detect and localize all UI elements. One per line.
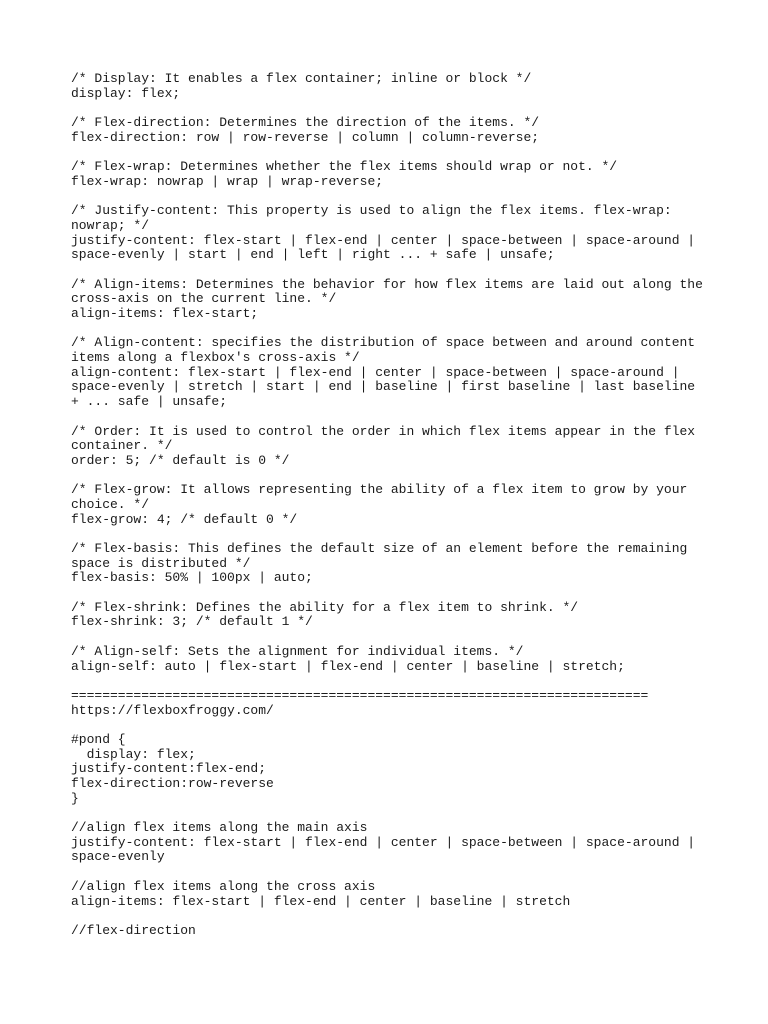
text-line: /* Flex-basis: This defines the default size of an element before the remaining bbox=[71, 541, 688, 556]
text-line: display: flex; bbox=[71, 746, 196, 762]
text-line: display: flex; bbox=[71, 85, 181, 101]
text-line: /* Flex-direction: Determines the direction of the items. */ bbox=[71, 115, 540, 131]
text-line: flex-direction: row | row-reverse | column | column-reverse; bbox=[71, 129, 540, 145]
text-line: } bbox=[71, 790, 79, 806]
text-line: space-evenly | stretch | start | end | baseline | first baseline | last baseline bbox=[71, 379, 696, 395]
text-line: order: 5; /* default is 0 */ bbox=[71, 452, 290, 468]
blank-line bbox=[71, 630, 711, 645]
text-line: /* Justify-content: This property is used to align the flex items. flex-wrap: bbox=[71, 203, 672, 219]
text-line: ========================================================================== bbox=[71, 687, 649, 703]
text-line: /* Align-content: specifies the distribution of space between and around content bbox=[71, 335, 696, 351]
text-line: justify-content:flex-end; bbox=[71, 761, 267, 777]
text-line: align-items: flex-start; bbox=[71, 306, 259, 321]
text-line: /* Flex-shrink: Defines the ability for a flex item to shrink. */ bbox=[71, 599, 579, 615]
text-line: justify-content: flex-start | flex-end | center | space-between | space-around | bbox=[71, 834, 696, 850]
text-line: cross-axis on the current line. */ bbox=[71, 291, 337, 307]
blank-line bbox=[71, 674, 711, 689]
text-line: #pond { bbox=[71, 731, 126, 747]
text-line: choice. */ bbox=[71, 496, 150, 512]
text-line: align-content: flex-start | flex-end | center | space-between | space-around | bbox=[71, 364, 680, 380]
blank-line bbox=[71, 806, 711, 821]
text-line: flex-basis: 50% | 100px | auto; bbox=[71, 570, 313, 586]
text-line: align-self: auto | flex-start | flex-end | center | baseline | stretch; bbox=[71, 658, 625, 674]
blank-line bbox=[71, 145, 711, 160]
blank-line bbox=[71, 190, 711, 205]
text-line: https://flexboxfroggy.com/ bbox=[71, 702, 274, 718]
blank-line bbox=[71, 322, 711, 337]
text-line: align-items: flex-start | flex-end | center | baseline | stretch bbox=[71, 893, 571, 909]
text-line: /* Order: It is used to control the order in which flex items appear in the flex bbox=[71, 423, 696, 439]
text-line: /* Display: It enables a flex container; inline or block */ bbox=[71, 71, 532, 86]
text-line: space is distributed */ bbox=[71, 555, 251, 571]
text-line: items along a flexbox's cross-axis */ bbox=[71, 350, 360, 366]
text-line: //align flex items along the cross axis bbox=[71, 878, 376, 894]
text-line: /* Flex-wrap: Determines whether the flex items should wrap or not. */ bbox=[71, 159, 618, 175]
text-line: container. */ bbox=[71, 438, 173, 454]
blank-line bbox=[71, 410, 711, 425]
blank-line bbox=[71, 586, 711, 601]
blank-line bbox=[71, 909, 711, 924]
blank-line bbox=[71, 527, 711, 542]
text-line: flex-shrink: 3; /* default 1 */ bbox=[71, 614, 313, 630]
text-line: //flex-direction bbox=[71, 922, 196, 938]
blank-line bbox=[71, 469, 711, 484]
text-line: flex-wrap: nowrap | wrap | wrap-reverse; bbox=[71, 173, 384, 189]
text-line: space-evenly bbox=[71, 849, 165, 865]
text-line: /* Align-items: Determines the behavior for how flex items are laid out along the bbox=[71, 276, 703, 292]
text-line: //align flex items along the main axis bbox=[71, 820, 368, 836]
blank-line bbox=[71, 101, 711, 116]
text-line: flex-direction:row-reverse bbox=[71, 776, 274, 791]
text-line: nowrap; */ bbox=[71, 217, 150, 233]
document-page bbox=[71, 72, 711, 939]
text-line: justify-content: flex-start | flex-end | center | space-between | space-around | bbox=[71, 232, 696, 248]
text-line: /* Flex-grow: It allows representing the ability of a flex item to grow by your bbox=[71, 482, 688, 498]
text-line: + ... safe | unsafe; bbox=[71, 394, 228, 410]
blank-line bbox=[71, 263, 711, 278]
text-line: /* Align-self: Sets the alignment for individual items. */ bbox=[71, 643, 524, 659]
text-line: space-evenly | start | end | left | right ... + safe | unsafe; bbox=[71, 247, 555, 263]
blank-line bbox=[71, 865, 711, 880]
text-line: flex-grow: 4; /* default 0 */ bbox=[71, 511, 298, 527]
blank-line bbox=[71, 718, 711, 733]
